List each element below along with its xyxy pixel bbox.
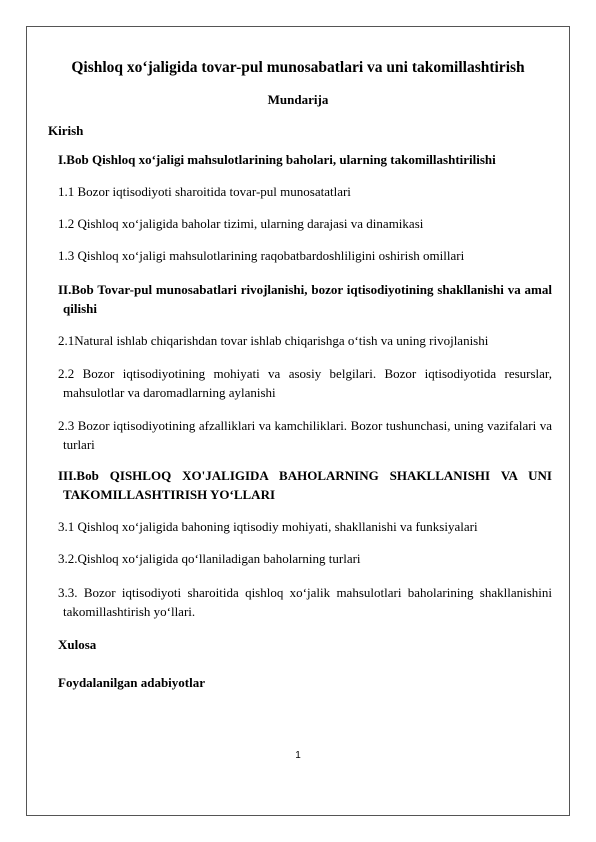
toc-item-section-2-3: 2.3 Bozor iqtisodiyotining afzalliklari va kamchiliklari. Bozor tushunchasi, uning vazifalari va turlari xyxy=(58,418,552,452)
toc-heading: Mundarija xyxy=(267,92,329,107)
toc-item-section-3-1: 3.1 Qishloq xo‘jaligida bahoning iqtisodiy mohiyati, shakllanishi va funksiyalari xyxy=(58,519,478,534)
document-title: Qishloq xo‘jaligida tovar-pul munosabatlari va uni takomillashtirish xyxy=(71,59,525,76)
page-number: 1 xyxy=(295,750,301,761)
toc-item-chapter-3: III.Bob QISHLOQ XO'JALIGIDA BAHOLARNING SHAKLLANISHI VA UNI TAKOMILLASHTIRISH YO‘LLARI xyxy=(58,468,552,502)
toc-item-section-2-2: 2.2 Bozor iqtisodiyotining mohiyati va asosiy belgilari. Bozor iqtisodiyotida resurslar, mahsulotlar va daromadlarning aylanishi xyxy=(58,366,552,400)
toc-item-chapter-2: II.Bob Tovar-pul munosabatlari rivojlanishi, bozor iqtisodiyotining shakllanishi va amal qilishi xyxy=(58,282,552,316)
toc-item-section-2-1: 2.1Natural ishlab chiqarishdan tovar ishlab chiqarishga o‘tish va uning rivojlanishi xyxy=(58,333,489,348)
toc-item-section-3-2: 3.2.Qishloq xo‘jaligida qo‘llaniladigan baholarning turlari xyxy=(58,551,361,566)
toc-item-introduction: Kirish xyxy=(48,123,84,138)
toc-item-chapter-1: I.Bob Qishloq xo‘jaligi mahsulotlarining baholari, ularning takomillashtirilishi xyxy=(58,152,496,167)
toc-item-conclusion: Xulosa xyxy=(58,637,97,652)
toc-item-references: Foydalanilgan adabiyotlar xyxy=(58,675,205,690)
toc-item-section-1-2: 1.2 Qishloq xo‘jaligida baholar tizimi, ularning darajasi va dinamikasi xyxy=(58,216,424,231)
toc-item-section-3-3: 3.3. Bozor iqtisodiyoti sharoitida qishloq xo‘jalik mahsulotlari baholarining shakllanishini takomillashtirish yo‘llari. xyxy=(58,585,552,619)
toc-item-section-1-1: 1.1 Bozor iqtisodiyoti sharoitida tovar-pul munosatatlari xyxy=(58,184,351,199)
toc-item-section-1-3: 1.3 Qishloq xo‘jaligi mahsulotlarining raqobatbardoshliligini oshirish omillari xyxy=(58,248,465,263)
